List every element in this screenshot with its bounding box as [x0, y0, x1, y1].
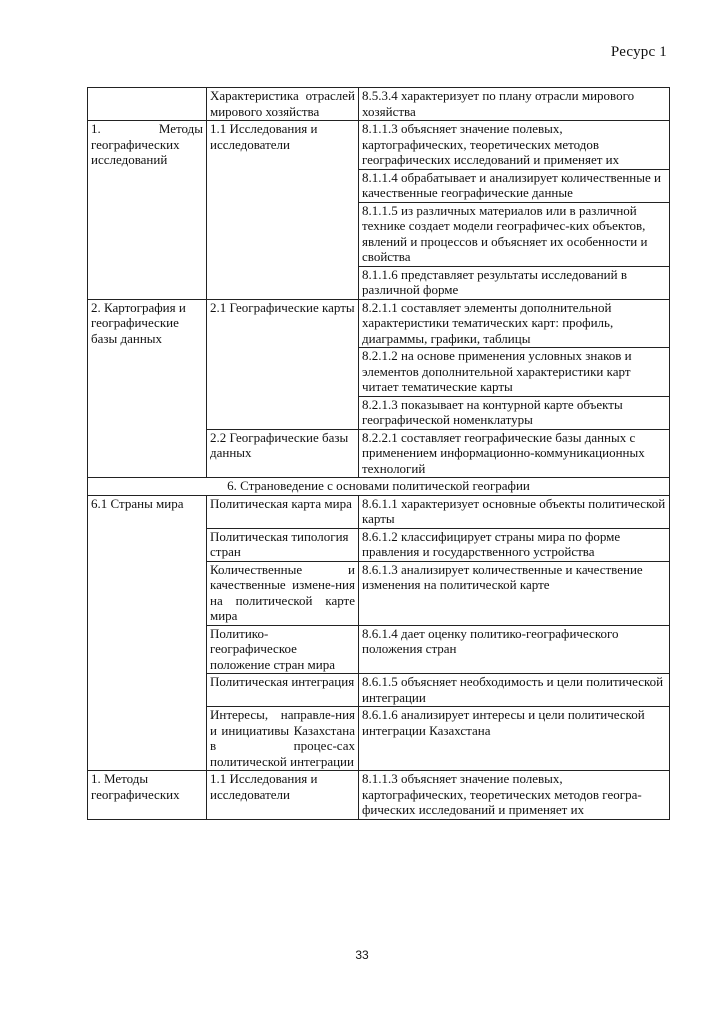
section-cell: 6.1 Страны мира [88, 495, 207, 771]
objective-cell: 8.6.1.5 объясняет необходимость и цели политической интеграции [359, 674, 670, 707]
page-number: 33 [355, 948, 369, 962]
objective-cell: 8.1.1.3 объясняет значение полевых, картографических, теоретических методов географических исследований и применяет их [359, 121, 670, 170]
objective-cell: 8.6.1.3 анализирует количественные и качествение изменения на политической карте [359, 561, 670, 625]
topic-cell: Политическая интеграция [207, 674, 359, 707]
objective-cell: 8.1.1.4 обрабатывает и анализирует количественные и качественные географические данные [359, 169, 670, 202]
topic-cell: Характеристика отраслей мирового хозяйства [207, 88, 359, 121]
objective-cell: 8.2.1.3 показывает на контурной карте объекты географической номенклатуры [359, 396, 670, 429]
objective-cell: 8.2.2.1 составляет географические базы данных с применением информационно-коммуникационных технологий [359, 429, 670, 478]
objective-cell: 8.1.1.3 объясняет значение полевых, картографических, теоретических методов геогра-фических исследований и применяет их [359, 771, 670, 820]
objective-cell: 8.6.1.1 характеризует основные объекты политической карты [359, 495, 670, 528]
objective-cell: 8.6.1.2 классифицирует страны мира по форме правления и государственного устройства [359, 528, 670, 561]
table-row [88, 771, 670, 820]
section-heading: 6. Страноведение с основами политической географии [88, 478, 670, 496]
resource-label: Ресурс 1 [610, 44, 667, 60]
curriculum-table [87, 87, 670, 820]
table-row [88, 88, 670, 121]
objective-cell: 8.1.1.6 представляет результаты исследований в различной форме [359, 266, 670, 299]
table-row [88, 121, 670, 170]
table-row [88, 478, 670, 496]
objective-cell: 8.5.3.4 характеризует по плану отрасли мирового хозяйства [359, 88, 670, 121]
objective-cell: 8.2.1.2 на основе применения условных знаков и элементов дополнительной характеристики карт читает тематические карты [359, 348, 670, 397]
topic-cell: Политико-географическое положение стран мира [207, 625, 359, 674]
table-row [88, 299, 670, 348]
section-cell: 1. Методы географических исследований [88, 121, 207, 300]
objective-cell: 8.6.1.6 анализирует интересы и цели политической интеграции Казахстана [359, 707, 670, 771]
section-cell: 2. Картография и географические базы данных [88, 299, 207, 478]
topic-cell: Интересы, направле-ния и инициативы Казахстана в процес-сах политической интеграции [207, 707, 359, 771]
topic-cell: 1.1 Исследования и исследователи [207, 771, 359, 820]
topic-cell: 1.1 Исследования и исследователи [207, 121, 359, 300]
objective-cell: 8.2.1.1 составляет элементы дополнительной характеристики тематических карт: профиль, диаграммы, графики, таблицы [359, 299, 670, 348]
topic-cell: 2.2 Географические базы данных [207, 429, 359, 478]
section-cell [88, 88, 207, 121]
topic-cell: 2.1 Географические карты [207, 299, 359, 429]
objective-cell: 8.1.1.5 из различных материалов или в различной технике создает модели географичес-ких объектов, явлений и процессов и объясняет их особенности и свойства [359, 202, 670, 266]
section-cell: 1. Методы географических [88, 771, 207, 820]
objective-cell: 8.6.1.4 дает оценку политико-географического положения стран [359, 625, 670, 674]
table-row [88, 495, 670, 528]
topic-cell: Количественные и качественные измене-ния на политической карте мира [207, 561, 359, 625]
topic-cell: Политическая типология стран [207, 528, 359, 561]
topic-cell: Политическая карта мира [207, 495, 359, 528]
